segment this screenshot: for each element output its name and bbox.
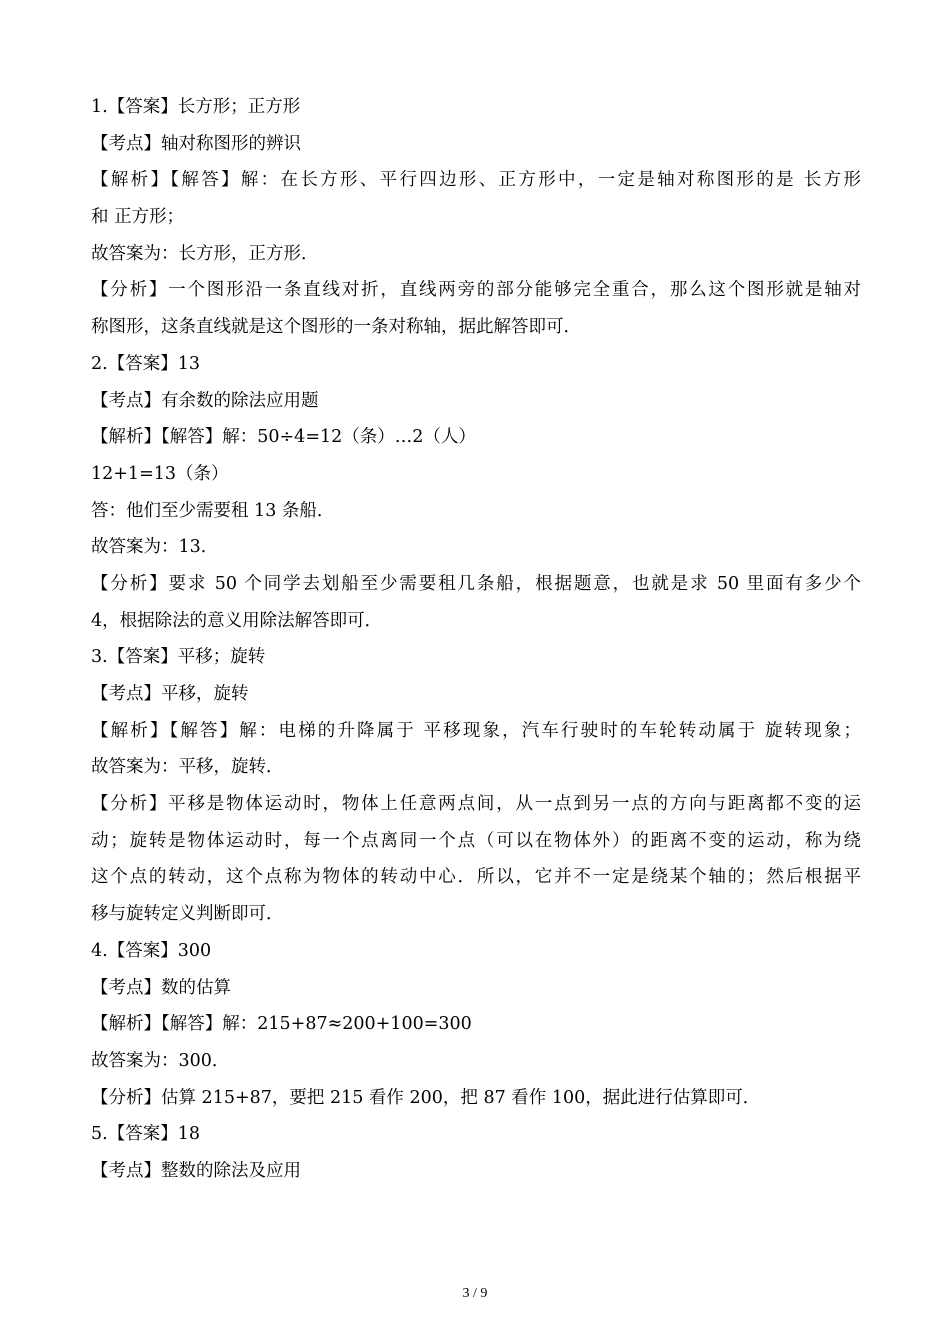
text-line: 答：他们至少需要租 13 条船． [91,500,335,521]
text-line: 【解析】【解答】解：在长方形、平行四边形、正方形中，一定是轴对称图形的是 长方形 [91,170,861,191]
text-line: 2.【答案】13 [91,353,200,374]
text-line: 故答案为：平移，旋转． [91,757,284,778]
text-line: 这个点的转动，这个点称为物体的转动中心．所以，它并不一定是绕某个轴的；然后根据平 [91,867,861,888]
text-line: 动；旋转是物体运动时，每一个点离同一个点（可以在物体外）的距离不变的运动，称为绕 [91,830,861,851]
text-line: 【考点】整数的除法及应用 [91,1160,301,1181]
text-line: 【解析】【解答】解：215+87≈200+100=300 [91,1014,472,1035]
text-line: 和 正方形； [91,207,185,228]
text-line: 【解析】【解答】解：50÷4=12（条）…2（人） [91,427,476,448]
text-line: 【考点】平移，旋转 [91,684,249,704]
text-line: 【分析】要求 50 个同学去划船至少需要租几条船，根据题意，也就是求 50 里面有多少个 [91,573,861,594]
text-line: 12+1=13（条） [91,463,229,484]
text-line: 5.【答案】18 [91,1124,200,1145]
text-line: 移与旋转定义判断即可． [91,904,284,925]
text-line: 称图形，这条直线就是这个图形的一条对称轴，据此解答即可． [91,317,581,338]
text-line: 故答案为：300． [91,1050,230,1071]
text-line: 【考点】数的估算 [91,977,231,998]
document-body [91,96,861,1197]
text-line: 【解析】【解答】解：电梯的升降属于 平移现象，汽车行驶时的车轮转动属于 旋转现象； [91,720,861,741]
page-number: 3 / 9 [462,1286,488,1301]
text-line: 3.【答案】平移；旋转 [91,647,266,668]
text-line: 【考点】轴对称图形的辨识 [91,133,301,154]
text-line: 故答案为：13． [91,537,219,558]
text-line: 4，根据除法的意义用除法解答即可． [91,610,383,631]
text-line: 故答案为：长方形，正方形． [91,243,319,264]
text-line: 【分析】一个图形沿一条直线对折，直线两旁的部分能够完全重合，那么这个图形就是轴对 [91,280,861,301]
text-line: 【分析】平移是物体运动时，物体上任意两点间，从一点到另一点的方向与距离都不变的运 [91,794,861,815]
text-line: 4.【答案】300 [91,940,212,961]
text-line: 【考点】有余数的除法应用题 [91,390,319,411]
text-line: 【分析】估算 215+87，要把 215 看作 200，把 87 看作 100，据此进行估算即可． [91,1087,761,1108]
text-line: 1.【答案】长方形；正方形 [91,97,301,117]
